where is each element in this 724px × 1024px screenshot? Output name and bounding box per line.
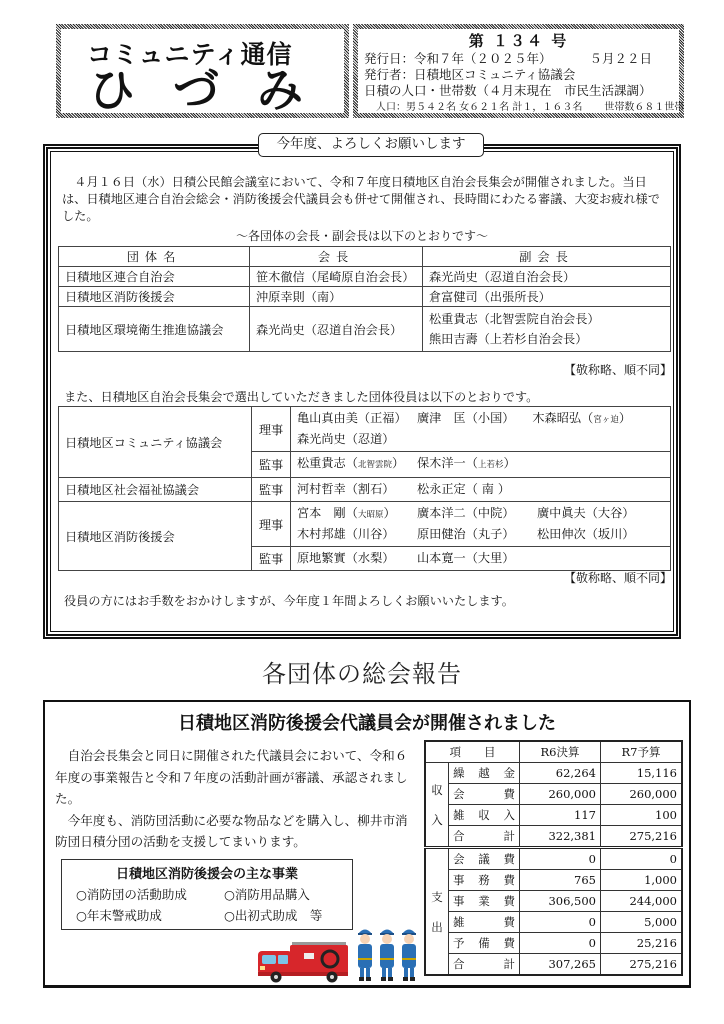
budget-row: [425, 912, 682, 933]
budget-item-char: 計: [503, 957, 515, 971]
budget-item-char: 合: [453, 829, 465, 843]
budget-item: [449, 912, 520, 933]
activity-item: ○消防団の活動助成: [76, 887, 187, 902]
r6-settlement-value: 0: [520, 933, 601, 954]
officer-names: [291, 407, 671, 452]
r6-settlement-value: 306,500: [520, 891, 601, 912]
org-name: 日積地区コミュニティ協議会: [59, 407, 252, 478]
r7-budget-value: 1,000: [601, 870, 683, 891]
table-header-row: [425, 741, 682, 763]
r7-budget-value: 275,216: [601, 826, 683, 848]
r7-budget-value: 5,000: [601, 912, 683, 933]
budget-item: [449, 763, 520, 784]
budget-item-char: 事: [453, 873, 465, 887]
column-header: 副会長: [423, 247, 671, 267]
budget-row: [425, 848, 682, 870]
r7-budget-value: 15,116: [601, 763, 683, 784]
budget-item: [449, 848, 520, 870]
budget-item-char: 費: [503, 936, 515, 950]
chair-name: 森光尚史（忍道自治会長）: [250, 307, 423, 352]
budget-item-char: 務: [478, 873, 490, 887]
budget-item-char: 議: [478, 852, 490, 866]
r6-settlement-value: 117: [520, 805, 601, 826]
budget-item-char: 費: [503, 894, 515, 908]
budget-item: [449, 784, 520, 805]
budget-item-char: 費: [503, 873, 515, 887]
officer-name: 松田伸次（坂川）: [537, 527, 635, 541]
chairs-table: [58, 246, 671, 352]
budget-item-char: 費: [503, 852, 515, 866]
r7-budget-value: 275,216: [601, 954, 683, 976]
role-label: 監事: [252, 547, 291, 571]
vice-chair-name: 倉富健司（出張所長）: [423, 287, 671, 307]
vice-chair-name: 松重貴志（北智雲院自治会長）: [429, 312, 600, 326]
r7-budget-value: 260,000: [601, 784, 683, 805]
officer-names: [291, 452, 671, 478]
budget-row: [425, 763, 682, 784]
body-paragraph: 今年度も、消防団活動に必要な物品などを購入し、柳井市消防団日積分団の活動を支援してまいります。: [55, 812, 408, 849]
intro-paragraph: ４月１６日（水）日積公民館会議室において、令和７年度日積地区自治会長集会が開催されました。当日は、日積地区連合自治会総会・消防後援会代議員会も併せて開催され、長時間にわたる審議、大変お疲れ様でした。: [62, 175, 660, 223]
officer-name: 松永正定（ 南 ）: [417, 482, 511, 496]
budget-item-char: 収: [478, 808, 490, 822]
masthead-title-box: [56, 24, 349, 118]
org-name: 日積地区社会福祉協議会: [59, 478, 252, 502]
budget-item-char: 金: [503, 766, 515, 780]
role-label: 理事: [252, 407, 291, 452]
r6-settlement-value: 0: [520, 848, 601, 870]
honorific-note: 【敬称略、順不同】: [563, 363, 672, 377]
closing-paragraph: 役員の方にはお手数をおかけしますが、今年度１年間よろしくお願いいたします。: [64, 594, 514, 608]
activity-item: ○消防用品購入: [224, 887, 310, 902]
group-label-char: 入: [431, 812, 443, 827]
budget-row: [425, 933, 682, 954]
r6-settlement-value: 307,265: [520, 954, 601, 976]
officer-name: 木村邦雄（川谷）: [297, 527, 395, 541]
officer-names: [291, 547, 671, 571]
main-activities-title: 日積地区消防後援会の主な事業: [115, 867, 298, 882]
budget-table: [424, 740, 683, 976]
role-label: 監事: [252, 478, 291, 502]
vice-chair-name: 森光尚史（忍道自治会長）: [423, 267, 671, 287]
activity-item: ○年末警戒助成: [76, 908, 162, 923]
group-label-char: 収: [431, 782, 443, 797]
budget-item-char: 費: [503, 787, 515, 801]
vice-chair-names: [423, 307, 671, 352]
population-title: 日積の人口・世帯数（４月末現在 市民生活課調）: [364, 83, 652, 98]
officer-name: 河村哲幸（割石）: [297, 482, 395, 496]
newsletter-title: ひづみ: [89, 63, 341, 117]
r6-settlement-value: 62,264: [520, 763, 601, 784]
issue-date-day: ５月２２日: [589, 51, 653, 66]
org-name: 日積地区消防後援会: [59, 502, 252, 571]
budget-group-label: [425, 763, 449, 848]
officer-name: 山本寛一（大里）: [417, 551, 515, 565]
budget-item: [449, 933, 520, 954]
officer-name: 廣本洋二（中院）: [417, 506, 515, 520]
column-header: R7予算: [601, 741, 683, 763]
vice-chair-name: 熊田吉壽（上若杉自治会長）: [429, 332, 588, 346]
budget-item-char: 入: [503, 808, 515, 822]
officer-name: 松重貴志（北智雲院）: [297, 456, 405, 470]
officer-name: 原地繁實（水梨）: [297, 551, 395, 565]
firefighter-icon: [355, 926, 375, 982]
table-row: [59, 407, 671, 452]
table-row: [59, 502, 671, 547]
group-label-char: 支: [431, 889, 443, 904]
activity-item: ○出初式助成 等: [224, 908, 323, 923]
household-count: 世帯数６８１世帯: [604, 102, 685, 113]
officer-names: [291, 502, 671, 547]
newsletter-subtitle: コミュニティ通信: [87, 40, 293, 69]
budget-item-char: 予: [453, 936, 465, 950]
budget-group-label: [425, 848, 449, 976]
table-row: [59, 478, 671, 502]
r6-settlement-value: 322,381: [520, 826, 601, 848]
org-name: 日積地区連合自治会: [59, 267, 250, 287]
masthead-info-box: [353, 24, 684, 118]
r6-settlement-value: 765: [520, 870, 601, 891]
column-header: 項 目: [425, 741, 520, 763]
firefighter-icon: [399, 926, 419, 982]
main-activities-box: [61, 859, 353, 930]
income-rows: [425, 763, 682, 848]
officer-name: 木森昭弘（宮ヶ迫）: [532, 411, 632, 425]
publisher: 発行者：日積地区コミュニティ協議会: [364, 67, 576, 82]
officer-name: 原田健治（丸子）: [417, 527, 515, 541]
role-label: 監事: [252, 452, 291, 478]
chair-name: 笹木徹信（尾崎原自治会長）: [250, 267, 423, 287]
budget-item-char: 雑: [453, 808, 465, 822]
officer-name: 森光尚史（忍道）: [297, 432, 395, 446]
budget-item: [449, 891, 520, 912]
budget-item: [449, 826, 520, 848]
budget-item-char: 越: [478, 766, 490, 780]
budget-item-char: 雑: [453, 915, 465, 929]
honorific-note: 【敬称略、順不同】: [563, 571, 672, 585]
budget-item-char: 繰: [453, 766, 465, 780]
population-detail: [376, 98, 684, 113]
budget-row: [425, 805, 682, 826]
column-header: 会長: [250, 247, 423, 267]
budget-item-char: 合: [453, 957, 465, 971]
org-name: 日積地区環境衛生推進協議会: [59, 307, 250, 352]
budget-item-char: 会: [453, 787, 465, 801]
expense-rows: [425, 848, 682, 976]
fire-truck-icon: [256, 939, 350, 983]
r7-budget-value: 244,000: [601, 891, 683, 912]
r6-settlement-value: 0: [520, 912, 601, 933]
column-header: 団体名: [59, 247, 250, 267]
chair-name: 沖原幸則（南）: [250, 287, 423, 307]
table-row: [59, 287, 671, 307]
r7-budget-value: 0: [601, 848, 683, 870]
officer-name: 亀山真由美（正福）: [297, 411, 407, 425]
budget-row: [425, 891, 682, 912]
fire-association-body: [55, 745, 417, 853]
budget-row: [425, 826, 682, 848]
officer-name: 宮本 剛（大昭原）: [297, 506, 396, 520]
issue-number: 第 １３４ 号: [468, 32, 569, 50]
role-label: 理事: [252, 502, 291, 547]
budget-item-char: 会: [453, 852, 465, 866]
fire-association-title: 日積地区消防後援会代議員会が開催されました: [178, 713, 556, 734]
r6-settlement-value: 260,000: [520, 784, 601, 805]
group-label-char: 出: [431, 919, 443, 934]
officer-names: [291, 478, 671, 502]
officer-name: 保木洋一（上若杉）: [417, 456, 516, 470]
budget-item-char: 備: [478, 936, 490, 950]
reports-heading: 各団体の総会報告: [262, 660, 462, 688]
table-row: [59, 307, 671, 352]
officers-subheading: ～各団体の会長・副会長は以下のとおりです～: [235, 229, 488, 243]
budget-row: [425, 784, 682, 805]
r7-budget-value: 25,216: [601, 933, 683, 954]
officer-name: 廣津 匡（小国）: [417, 411, 515, 425]
budget-row: [425, 954, 682, 976]
budget-item: [449, 870, 520, 891]
budget-item-char: 費: [503, 915, 515, 929]
column-header: R6決算: [520, 741, 601, 763]
budget-item-char: 業: [478, 894, 490, 908]
r7-budget-value: 100: [601, 805, 683, 826]
officers-paragraph: また、日積地区自治会長集会で選出していただきました団体役員は以下のとおりです。: [64, 390, 539, 404]
firefighter-icon: [377, 926, 397, 982]
population-counts: 人口：男５４２名 女６２１名 計１，１６３名: [376, 102, 583, 113]
officers-table: [58, 406, 671, 571]
budget-item: [449, 805, 520, 826]
budget-row: [425, 870, 682, 891]
issue-date-label: 発行日：令和７年（２０２５年）: [364, 51, 552, 66]
table-header-row: [59, 247, 671, 267]
greeting-section-title: 今年度、よろしくお願いします: [258, 133, 484, 157]
table-row: [59, 267, 671, 287]
body-paragraph: 自治会長集会と同日に開催された代議員会において、令和６年度の事業報告と令和７年度の活動計画が審議、承認されました。: [55, 748, 408, 806]
org-name: 日積地区消防後援会: [59, 287, 250, 307]
budget-item: [449, 954, 520, 976]
budget-item-char: 事: [453, 894, 465, 908]
officer-name: 廣中眞夫（大谷）: [537, 506, 635, 520]
budget-item-char: 計: [503, 829, 515, 843]
masthead: [56, 24, 684, 118]
